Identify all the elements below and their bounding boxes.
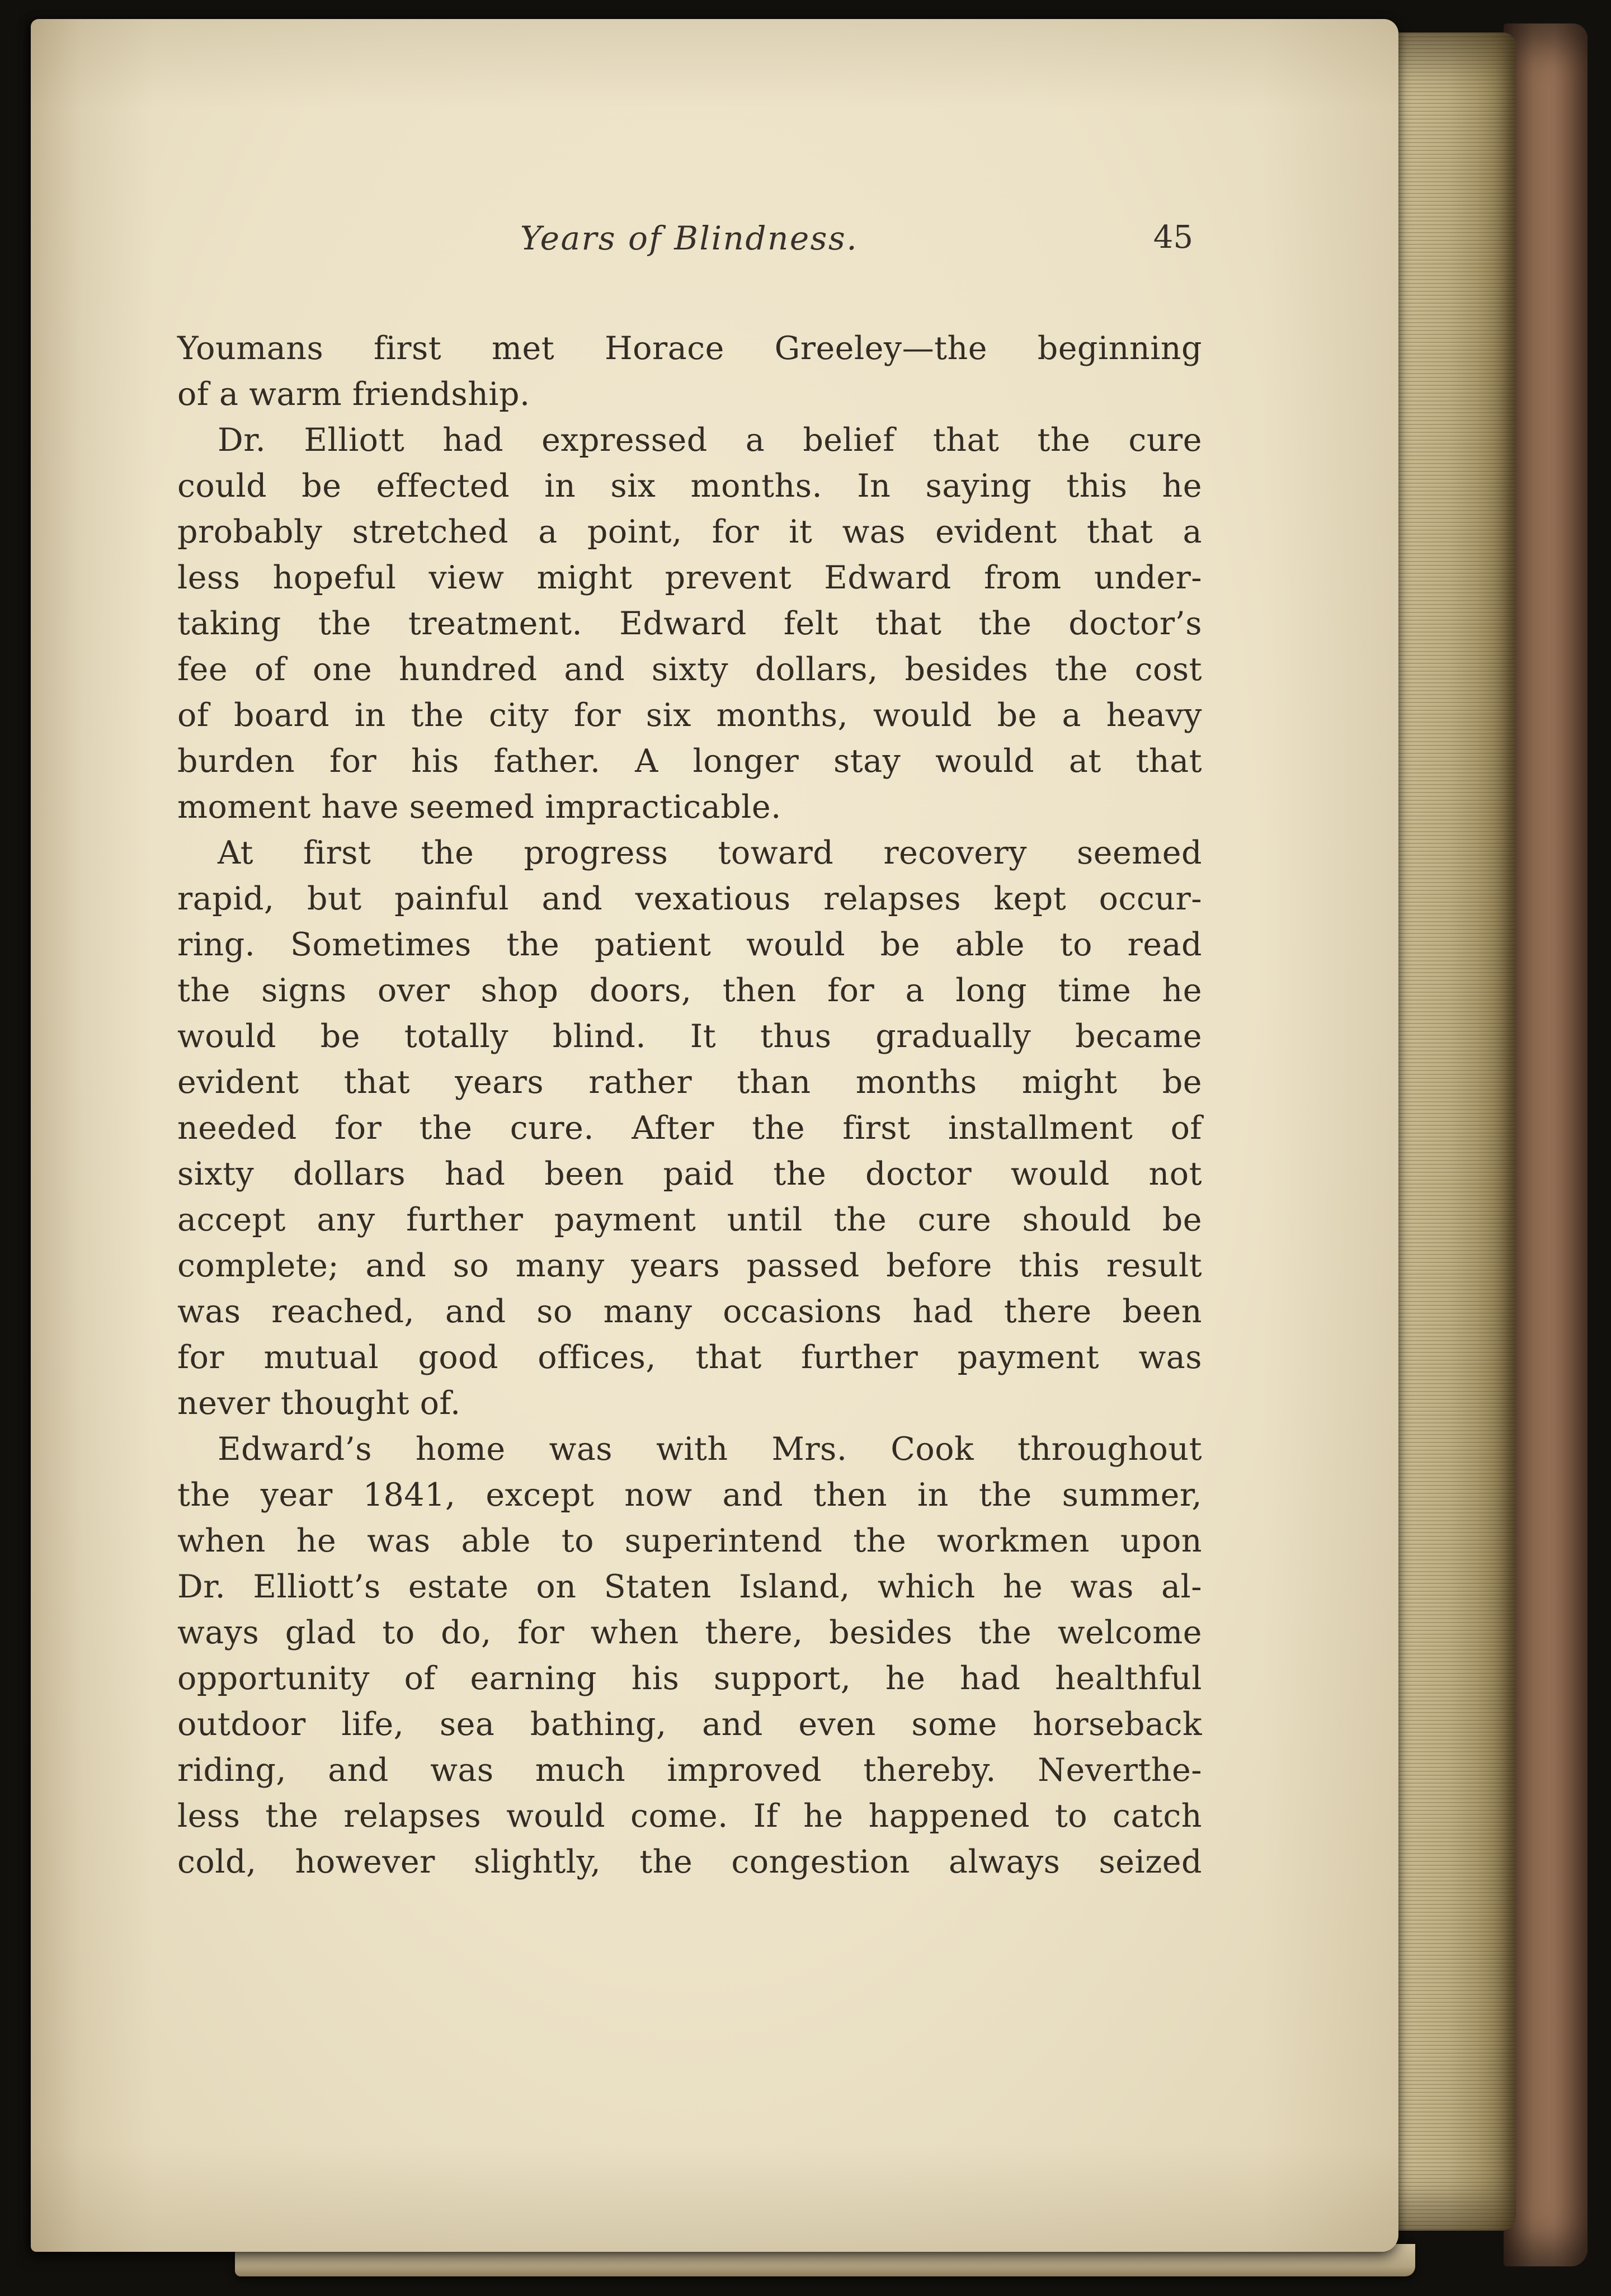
text-line: would be totally blind. It thus gradually became bbox=[177, 1018, 1202, 1055]
page-header bbox=[177, 219, 1201, 266]
text-line: less the relapses would come. If he happened to catch bbox=[177, 1798, 1202, 1835]
text-line: Edward’s home was with Mrs. Cook throughout bbox=[218, 1431, 1202, 1468]
text-line: when he was able to superintend the workmen upon bbox=[177, 1522, 1202, 1559]
text-line: rapid, but painful and vexatious relapses kept occur- bbox=[177, 880, 1202, 917]
text-line: was reached, and so many occasions had there been bbox=[177, 1293, 1202, 1330]
text-line: cold, however slightly, the congestion always seized bbox=[177, 1844, 1202, 1880]
text-line: needed for the cure. After the first installment of bbox=[177, 1110, 1202, 1147]
text-line: Dr. Elliott’s estate on Staten Island, which he was al- bbox=[177, 1568, 1202, 1605]
text-line: sixty dollars had been paid the doctor would not bbox=[177, 1156, 1202, 1192]
text-line: the year 1841, except now and then in the summer, bbox=[177, 1477, 1202, 1514]
text-line: complete; and so many years passed before this result bbox=[177, 1247, 1202, 1284]
running-title: Years of Blindness. bbox=[520, 219, 859, 257]
text-line: of a warm friendship. bbox=[177, 376, 530, 413]
text-line: for mutual good offices, that further payment was bbox=[177, 1339, 1202, 1376]
text-line: outdoor life, sea bathing, and even some horseback bbox=[177, 1706, 1202, 1743]
text-line: taking the treatment. Edward felt that the doctor’s bbox=[177, 605, 1202, 642]
text-line: ring. Sometimes the patient would be able to read bbox=[177, 926, 1202, 963]
page-number: 45 bbox=[1153, 219, 1193, 256]
text-line: evident that years rather than months might be bbox=[177, 1064, 1202, 1101]
text-line: less hopeful view might prevent Edward from under- bbox=[177, 559, 1202, 596]
text-line: burden for his father. A longer stay would at that bbox=[177, 743, 1202, 780]
text-line: of board in the city for six months, would be a heavy bbox=[177, 697, 1202, 734]
book-cover-edge bbox=[1504, 23, 1588, 2266]
text-line: opportunity of earning his support, he had healthful bbox=[177, 1660, 1202, 1697]
text-line: At first the progress toward recovery seemed bbox=[218, 835, 1202, 871]
text-line: never thought of. bbox=[177, 1385, 461, 1422]
text-line: moment have seemed impracticable. bbox=[177, 789, 781, 826]
text-line: fee of one hundred and sixty dollars, besides the cost bbox=[177, 651, 1202, 688]
book-page bbox=[31, 19, 1398, 2252]
text-line: probably stretched a point, for it was evident that a bbox=[177, 513, 1202, 550]
text-line: riding, and was much improved thereby. Neverthe- bbox=[177, 1752, 1202, 1789]
text-line: Dr. Elliott had expressed a belief that the cure bbox=[218, 422, 1202, 459]
text-line: could be effected in six months. In saying this he bbox=[177, 468, 1202, 505]
text-line: accept any further payment until the cure should be bbox=[177, 1201, 1202, 1238]
text-line: Youmans first met Horace Greeley—the beginning bbox=[177, 330, 1202, 367]
text-line: ways glad to do, for when there, besides the welcome bbox=[177, 1614, 1202, 1651]
text-line: the signs over shop doors, then for a long time he bbox=[177, 972, 1202, 1009]
page-text bbox=[177, 326, 1202, 1885]
